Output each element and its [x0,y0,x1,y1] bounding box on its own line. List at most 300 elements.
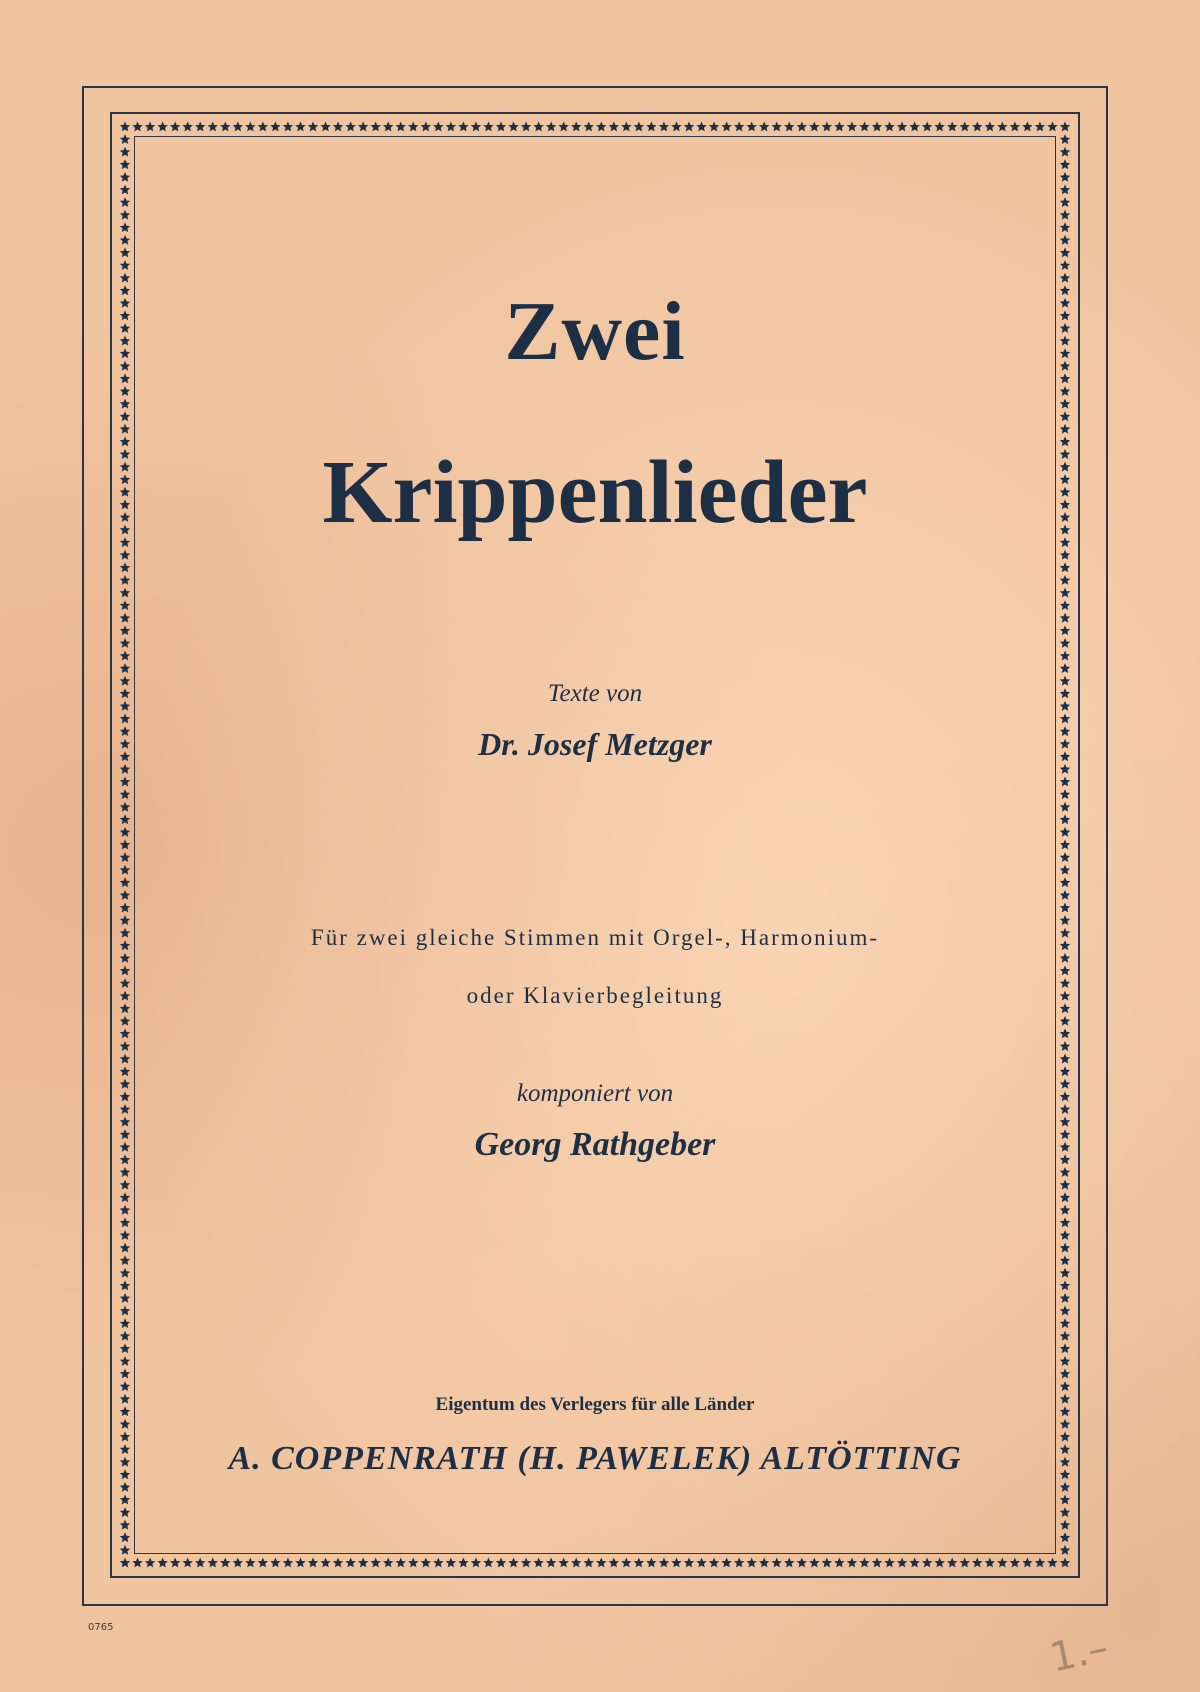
border-star-icon [1060,1356,1070,1366]
border-star-icon [120,474,130,484]
border-star-icon [120,953,130,963]
border-star-icon [1047,1558,1058,1568]
border-star-icon [1060,600,1070,610]
border-star-icon [1060,1558,1070,1568]
border-star-icon [120,1280,130,1290]
border-star-icon [1060,185,1070,195]
border-star-icon [1060,1028,1070,1038]
border-star-icon [132,1558,143,1568]
border-star-icon [370,122,381,132]
border-star-icon [609,122,619,132]
border-star-icon [734,122,745,132]
border-star-icon [120,147,130,157]
border-star-icon [521,122,532,132]
border-star-icon [120,714,130,724]
border-star-icon [421,122,431,132]
border-star-icon [120,1217,130,1227]
border-star-icon [120,764,130,774]
border-star-icon [120,777,130,787]
border-star-icon [1060,1154,1070,1164]
border-star-icon [120,1558,130,1568]
composer-label: komponiert von [516,1080,674,1107]
border-star-icon [1060,248,1070,258]
border-star-icon [120,625,130,635]
border-star-icon [333,122,344,132]
border-star-icon [1060,235,1070,245]
border-star-icon [120,915,130,925]
border-star-icon [120,1028,130,1038]
border-star-icon [120,1469,130,1479]
border-star-icon [1060,159,1070,169]
border-star-icon [684,122,694,132]
border-star-icon [120,562,130,572]
border-star-icon [145,1558,156,1568]
border-star-icon [859,1558,870,1568]
border-star-icon [120,462,130,472]
border-star-icon [1060,1545,1070,1555]
border-star-icon [233,1558,243,1568]
border-star-icon [596,122,607,132]
border-star-icon [1060,1041,1070,1051]
border-star-icon [1060,361,1070,371]
border-star-icon [659,122,670,132]
border-star-icon [345,1558,355,1568]
border-star-icon [1060,210,1070,220]
border-star-icon [120,1432,130,1442]
border-star-icon [1060,1331,1070,1341]
border-star-icon [1060,1192,1070,1202]
border-star-icon [471,1558,482,1568]
border-star-icon [120,298,130,308]
border-star-icon [308,1558,318,1568]
border-star-icon [1060,1268,1070,1278]
border-star-icon [120,1406,130,1416]
composer-name: Georg Rathgeber [474,1126,716,1163]
border-star-icon [1060,575,1070,585]
border-star-icon [1060,1520,1070,1530]
border-star-icon [872,1558,882,1568]
border-star-icon [433,122,444,132]
border-star-icon [1060,1394,1070,1404]
border-star-icon [408,1558,419,1568]
border-star-icon [1060,789,1070,799]
border-star-icon [1060,1482,1070,1492]
border-star-icon [1060,172,1070,182]
border-star-icon [947,122,957,132]
border-star-icon [1060,537,1070,547]
catalog-number: 0765 [88,1622,114,1633]
border-star-icon [1060,1091,1070,1101]
border-star-icon [1060,1444,1070,1454]
border-star-icon [1010,122,1021,132]
border-star-icon [1060,613,1070,623]
border-star-icon [1060,122,1070,132]
border-star-icon [1035,122,1046,132]
border-star-icon [120,310,130,320]
border-star-icon [120,789,130,799]
border-star-icon [483,122,494,132]
border-star-icon [809,1558,820,1568]
border-star-icon [985,1558,995,1568]
border-star-icon [283,122,294,132]
border-star-icon [120,688,130,698]
border-star-icon [120,928,130,938]
border-star-icon [120,248,130,258]
border-star-icon [120,361,130,371]
border-star-icon [1060,386,1070,396]
border-star-icon [120,638,130,648]
border-star-icon [834,122,844,132]
border-star-icon [784,122,795,132]
border-star-icon [120,852,130,862]
border-star-icon [270,1558,280,1568]
border-star-icon [120,588,130,598]
border-star-icon [1060,411,1070,421]
border-star-icon [157,1558,167,1568]
border-star-icon [997,122,1008,132]
border-star-icon [308,122,318,132]
border-star-icon [170,122,181,132]
border-star-icon [584,1558,595,1568]
border-star-icon [1060,1343,1070,1353]
border-star-icon [797,1558,807,1568]
border-star-icon [446,122,457,132]
border-star-icon [1022,1558,1032,1568]
border-star-icon [1060,764,1070,774]
border-star-icon [1060,663,1070,673]
border-star-icon [1060,1230,1070,1240]
border-star-icon [1060,991,1070,1001]
border-star-icon [709,1558,720,1568]
border-star-icon [396,1558,407,1568]
border-star-icon [1060,588,1070,598]
border-star-icon [897,122,908,132]
border-star-icon [1060,1318,1070,1328]
border-star-icon [283,1558,294,1568]
border-star-icon [320,122,331,132]
border-star-icon [1060,273,1070,283]
border-star-icon [709,122,720,132]
border-star-icon [947,1558,957,1568]
border-star-icon [1060,1306,1070,1316]
border-star-icon [1060,550,1070,560]
border-star-icon [533,122,543,132]
border-star-icon [245,122,256,132]
border-star-icon [809,122,820,132]
border-star-icon [157,122,167,132]
border-star-icon [120,903,130,913]
border-star-icon [847,122,858,132]
border-star-icon [1060,953,1070,963]
border-star-icon [120,600,130,610]
border-star-icon [120,865,130,875]
border-star-icon [120,877,130,887]
border-star-icon [1060,1129,1070,1139]
border-star-icon [358,122,369,132]
border-star-icon [120,436,130,446]
border-star-icon [1060,1079,1070,1089]
border-star-icon [120,537,130,547]
border-star-icon [1060,751,1070,761]
border-star-icon [233,122,243,132]
border-star-icon [1060,915,1070,925]
border-star-icon [120,890,130,900]
border-star-icon [684,1558,694,1568]
border-star-icon [1060,777,1070,787]
border-star-icon [972,1558,983,1568]
border-star-icon [120,676,130,686]
border-star-icon [1060,424,1070,434]
border-star-icon [1060,373,1070,383]
border-star-icon [784,1558,795,1568]
border-star-icon [120,210,130,220]
border-star-icon [1060,739,1070,749]
border-star-icon [571,1558,581,1568]
border-star-icon [120,1041,130,1051]
border-star-icon [120,1507,130,1517]
border-star-icon [120,1268,130,1278]
border-star-icon [120,487,130,497]
border-star-icon [396,122,407,132]
border-star-icon [120,159,130,169]
border-star-icon [120,411,130,421]
border-star-icon [1060,462,1070,472]
border-star-icon [1060,525,1070,535]
border-star-icon [546,122,557,132]
border-star-icon [120,1495,130,1505]
border-star-icon [1060,1406,1070,1416]
border-star-icon [120,499,130,509]
border-star-icon [1060,1532,1070,1542]
border-star-icon [1060,1016,1070,1026]
border-star-icon [696,1558,707,1568]
border-star-icon [1060,1381,1070,1391]
border-star-icon [1060,1180,1070,1190]
border-star-icon [120,285,130,295]
border-star-icon [1060,399,1070,409]
border-star-icon [909,122,919,132]
border-star-icon [496,1558,506,1568]
border-star-icon [145,122,156,132]
border-star-icon [120,1205,130,1215]
border-star-icon [1060,1293,1070,1303]
border-star-icon [1022,122,1032,132]
border-star-icon [182,1558,193,1568]
border-star-icon [634,122,645,132]
border-star-icon [1060,638,1070,648]
border-star-icon [120,323,130,333]
border-star-icon [1060,802,1070,812]
border-star-icon [120,1394,130,1404]
border-star-icon [120,966,130,976]
border-star-icon [120,827,130,837]
border-star-icon [1035,1558,1046,1568]
border-star-icon [120,1520,130,1530]
border-star-icon [759,122,769,132]
border-star-icon [508,1558,519,1568]
border-star-icon [208,122,219,132]
border-star-icon [1060,903,1070,913]
border-star-icon [721,1558,731,1568]
border-star-icon [997,1558,1008,1568]
border-star-icon [120,1117,130,1127]
border-star-icon [120,525,130,535]
border-star-icon [408,122,419,132]
border-star-icon [1060,852,1070,862]
border-star-icon [634,1558,645,1568]
border-star-icon [195,1558,205,1568]
border-star-icon [120,1091,130,1101]
border-star-icon [621,1558,632,1568]
border-star-icon [546,1558,557,1568]
border-star-icon [433,1558,444,1568]
border-star-icon [1060,260,1070,270]
border-star-icon [960,122,971,132]
border-star-icon [120,348,130,358]
border-star-icon [584,122,595,132]
border-star-icon [383,122,393,132]
border-star-icon [1060,978,1070,988]
border-star-icon [120,260,130,270]
border-star-icon [170,1558,181,1568]
border-star-icon [258,122,269,132]
border-star-icon [421,1558,431,1568]
scoring-line-1: Für zwei gleiche Stimmen mit Orgel-, Harmonium- [310,925,880,950]
border-star-icon [120,1054,130,1064]
border-star-icon [922,122,933,132]
border-star-icon [120,1255,130,1265]
border-star-icon [120,399,130,409]
border-star-icon [1060,688,1070,698]
border-star-icon [120,1154,130,1164]
border-star-icon [1060,814,1070,824]
border-star-icon [934,122,945,132]
border-star-icon [558,122,569,132]
border-star-icon [571,122,581,132]
border-star-icon [120,336,130,346]
border-star-icon [132,122,143,132]
border-star-icon [1060,512,1070,522]
border-star-icon [120,1532,130,1542]
border-star-icon [120,235,130,245]
border-star-icon [270,122,280,132]
border-star-icon [1060,1457,1070,1467]
border-star-icon [208,1558,219,1568]
border-star-icon [120,1180,130,1190]
border-star-icon [245,1558,256,1568]
border-star-icon [1060,1054,1070,1064]
border-star-icon [120,550,130,560]
border-star-icon [120,1167,130,1177]
border-star-icon [120,802,130,812]
border-star-icon [120,1419,130,1429]
border-star-icon [659,1558,670,1568]
border-star-icon [1060,1255,1070,1265]
border-star-icon [1060,436,1070,446]
border-star-icon [1060,487,1070,497]
border-star-icon [120,1369,130,1379]
border-star-icon [120,1243,130,1253]
border-star-icon [1060,1507,1070,1517]
border-star-icon [897,1558,908,1568]
border-star-icon [471,122,482,132]
border-star-icon [120,1293,130,1303]
border-star-icon [1060,474,1070,484]
border-star-icon [1047,122,1058,132]
border-star-icon [483,1558,494,1568]
border-star-icon [759,1558,769,1568]
border-star-icon [1060,676,1070,686]
border-star-icon [120,1230,130,1240]
border-star-icon [383,1558,393,1568]
border-star-icon [746,122,757,132]
border-star-icon [521,1558,532,1568]
border-star-icon [120,1343,130,1353]
border-star-icon [120,1318,130,1328]
border-star-icon [120,701,130,711]
border-star-icon [1060,1142,1070,1152]
border-star-icon [1060,449,1070,459]
border-star-icon [358,1558,369,1568]
border-star-icon [1060,147,1070,157]
border-star-icon [1060,562,1070,572]
border-star-icon [1060,1167,1070,1177]
border-star-icon [120,1192,130,1202]
border-star-icon [1060,714,1070,724]
border-star-icon [1060,1217,1070,1227]
border-star-icon [872,122,882,132]
title-line-2: Krippenlieder [322,443,868,542]
border-star-icon [458,1558,468,1568]
border-star-icon [1060,222,1070,232]
border-star-icon [1060,323,1070,333]
border-star-icon [1060,1280,1070,1290]
border-star-icon [734,1558,745,1568]
border-star-icon [646,1558,656,1568]
border-star-icon [1060,827,1070,837]
border-star-icon [922,1558,933,1568]
publisher-name: A. COPPENRATH (H. PAWELEK) ALTÖTTING [228,1440,962,1477]
border-star-icon [960,1558,971,1568]
border-star-icon [120,814,130,824]
border-star-icon [120,840,130,850]
border-star-icon [333,1558,344,1568]
border-star-icon [220,1558,231,1568]
border-star-icon [120,726,130,736]
border-star-icon [822,122,833,132]
border-star-icon [1060,966,1070,976]
border-star-icon [120,424,130,434]
border-star-icon [533,1558,543,1568]
scoring-line-2: oder Klavierbegleitung [466,983,724,1008]
border-star-icon [1060,336,1070,346]
border-star-icon [120,1129,130,1139]
border-star-icon [120,373,130,383]
border-star-icon [120,575,130,585]
border-star-icon [1060,197,1070,207]
rights-notice: Eigentum des Verlegers für alle Länder [435,1394,755,1415]
border-star-icon [120,134,130,144]
border-star-icon [822,1558,833,1568]
border-star-icon [120,739,130,749]
border-star-icon [1060,134,1070,144]
border-star-icon [1060,499,1070,509]
border-star-icon [496,122,506,132]
border-star-icon [1060,1104,1070,1114]
border-star-icon [1060,865,1070,875]
border-star-icon [458,122,468,132]
border-star-icon [508,122,519,132]
